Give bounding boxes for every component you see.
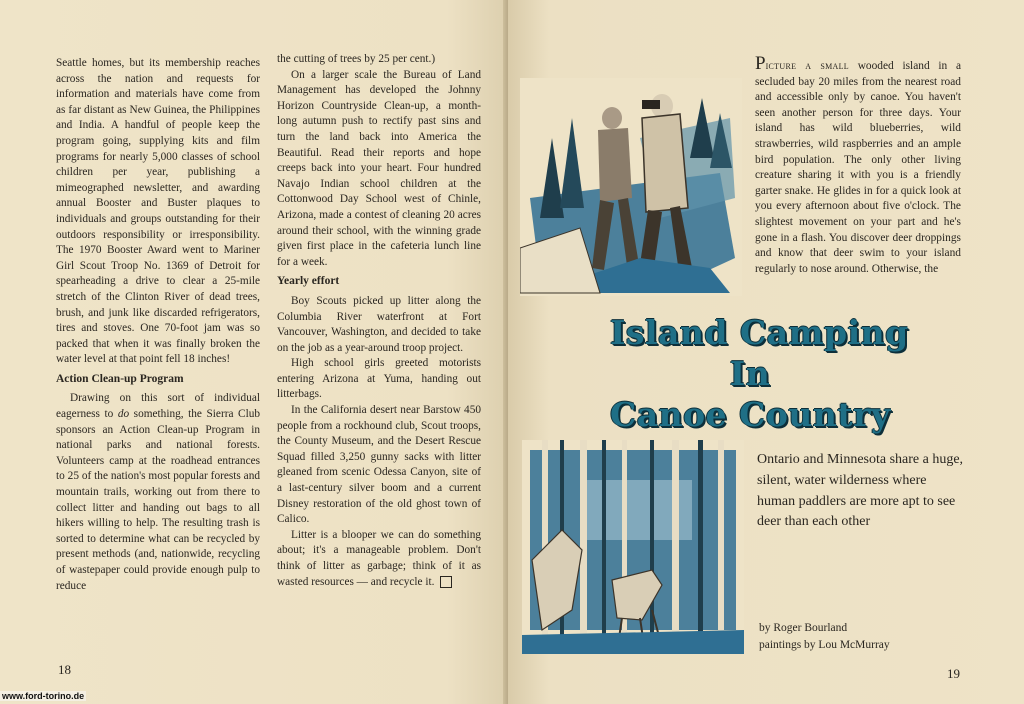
paragraph: Boy Scouts picked up litter along the Columbia River waterfront at Fort Vancouver, Washington, and decided to take on the job as a year-around troop project. (277, 294, 481, 354)
section-heading-action-cleanup: Action Clean-up Program (56, 372, 184, 385)
byline (759, 620, 959, 654)
paragraph: High school girls greeted motorists entering Arizona at Yuma, handing out litterbags. (277, 357, 481, 401)
left-column-2 (277, 52, 481, 590)
end-mark-box (440, 576, 452, 588)
paragraph: In the California desert near Barstow 450 people from a rockhound club, Scout troops, the County Museum, and the Desert Rescue Squad filled 3,250 gunny sacks with litter gleaned from scenic Odessa Canyon, site of a last-century silver boom and a current Disney restoration of the old ghost town of Calico. (277, 404, 481, 526)
paragraph: Drawing on this sort of individual eagerness to do something, the Sierra Club sponsors an Action Clean-up Program in national parks and national forests. Volunteers camp at the roadhead entrances to 25 of the nation's most popular forests and mountain trails, working out from there to collect litter and handing out bags to all hikers willing to help. The resulting trash is sorted to determine what can be recycled by present methods (and, nationwide, recycling of wastepaper could provide enough pulp to reduce (56, 392, 261, 592)
left-page (0, 0, 508, 704)
paragraph: Litter is a blooper we can do something about; it's a manageable problem. Don't think of litter as garbage; think of it as wasted resources — and recycle it. (277, 528, 481, 588)
drop-cap: P (755, 53, 766, 74)
title-line-2: In (729, 354, 771, 393)
hikers-binoculars-illustration (520, 78, 742, 296)
page-number-left: 18 (58, 662, 71, 677)
title-line-1: Island Camping (610, 313, 909, 352)
paragraph: Seattle homes, but its membership reaches across the nation and requests for information and materials have come from as far distant as New Guinea, the Philippines and India. A handful of people keep the program going, supplying kits and film programs for nearly 5,000 classes of school children per year, publishing a mimeographed newsletter, and awarding annual Booster and Buster plaques to individuals and groups outstanding for their outdoors responsibility or irresponsibility. The 1970 Booster Award went to Mariner Girl Scout Troop No. 1369 of Detroit for spearheading a drive to clear a 25-mile stretch of the Clinton River of dead trees, brush, and junk like discarded refrigerators, tires and stoves. One 70-foot jam was so packed that when it was finally broken the water level at that point fell 18 inches! (56, 57, 260, 366)
site-watermark: www.ford-torino.de (2, 691, 85, 701)
intro-paragraph: Picture a small wooded island in a secluded bay 20 miles from the nearest road and accessible only by canoe. You haven't seen another person for three days. Your island has wild blueberries, wild strawberries, wild raspberries and an ample bird population. The only other living creature sharing it with you is a friendly garter snake. He glides in for a quick look at you every afternoon about five o'clock. The slightest movement on your part and he's gone in a flash. You discover deer droppings and know that deer swim to your island regularly to nose around. Otherwise, the (755, 53, 961, 275)
section-heading-yearly-effort: Yearly effort (277, 275, 340, 288)
title-line-3: Canoe Country (610, 395, 891, 434)
deer-forest-illustration (522, 440, 744, 654)
illustrator-credit: paintings by Lou McMurray (759, 639, 890, 651)
paragraph: On a larger scale the Bureau of Land Management has developed the Johnny Horizon Countryside Clean-up, a month-long autumn push to rectify past sins and turn the land back into America the Beautiful. Read their reports and hope creeps back into your heart. Four hundred Navajo Indian school children at the Cottonwood Day School west of Chinle, Arizona, made a contest of cleaning 20 acres around their school, with the winning grade given first place in the cafeteria lunch line for a week. (277, 68, 481, 268)
author-credit: by Roger Bourland (759, 622, 848, 634)
article-title (610, 312, 909, 435)
paragraph: the cutting of trees by 25 per cent.) (277, 53, 436, 65)
page-number-right: 19 (947, 666, 960, 681)
left-column-1 (56, 56, 260, 594)
article-subtitle: Ontario and Minnesota share a huge, silent, water wilderness where human paddlers are more apt to see deer than each other (757, 452, 964, 530)
intro-column (755, 53, 961, 277)
